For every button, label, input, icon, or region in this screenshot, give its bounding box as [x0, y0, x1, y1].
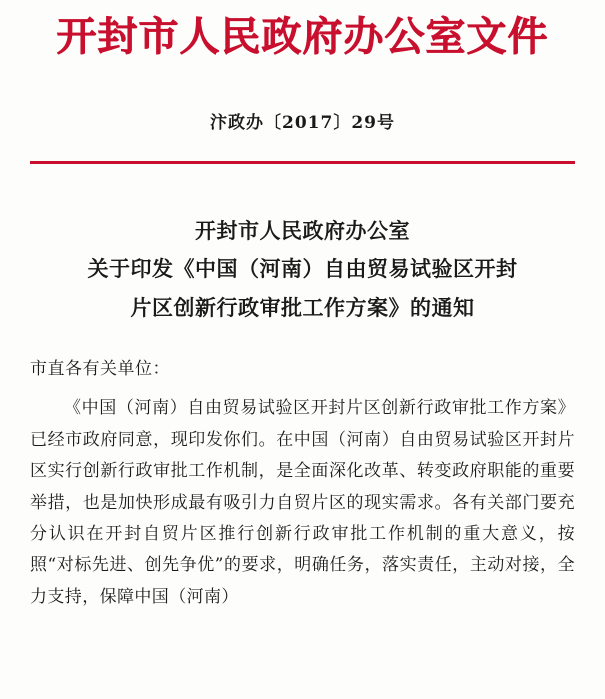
document-title: [30, 212, 575, 329]
document-number: 汴政办〔2017〕29号: [210, 113, 395, 133]
title-line-3: 片区创新行政审批工作方案》的通知: [130, 295, 475, 321]
masthead: [30, 0, 575, 60]
red-divider-rule: [30, 161, 575, 164]
masthead-title: 开封市人民政府办公室文件: [56, 13, 549, 60]
salutation: 市直各有关单位：: [30, 359, 170, 380]
body-paragraph: 《中国（河南）自由贸易试验区开封片区创新行政审批工作方案》已经市政府同意，现印发你们。在中国（河南）自由贸易试验区开封片区实行创新行政审批工作机制，是全面深化改革、转变政府职能的重要举措，也是加快形成最有吸引力自贸片区的现实需求。各有关部门要充分认识在开封自贸片区推行创新行政审批工作机制的重大意义，按照“对标先进、创先争优”的要求，明确任务，落实责任，主动对接，全力支持，保障中国（河南）: [30, 398, 575, 607]
title-line-2: 关于印发《中国（河南）自由贸易试验区开封: [87, 256, 518, 282]
title-line-1: 开封市人民政府办公室: [195, 217, 410, 243]
